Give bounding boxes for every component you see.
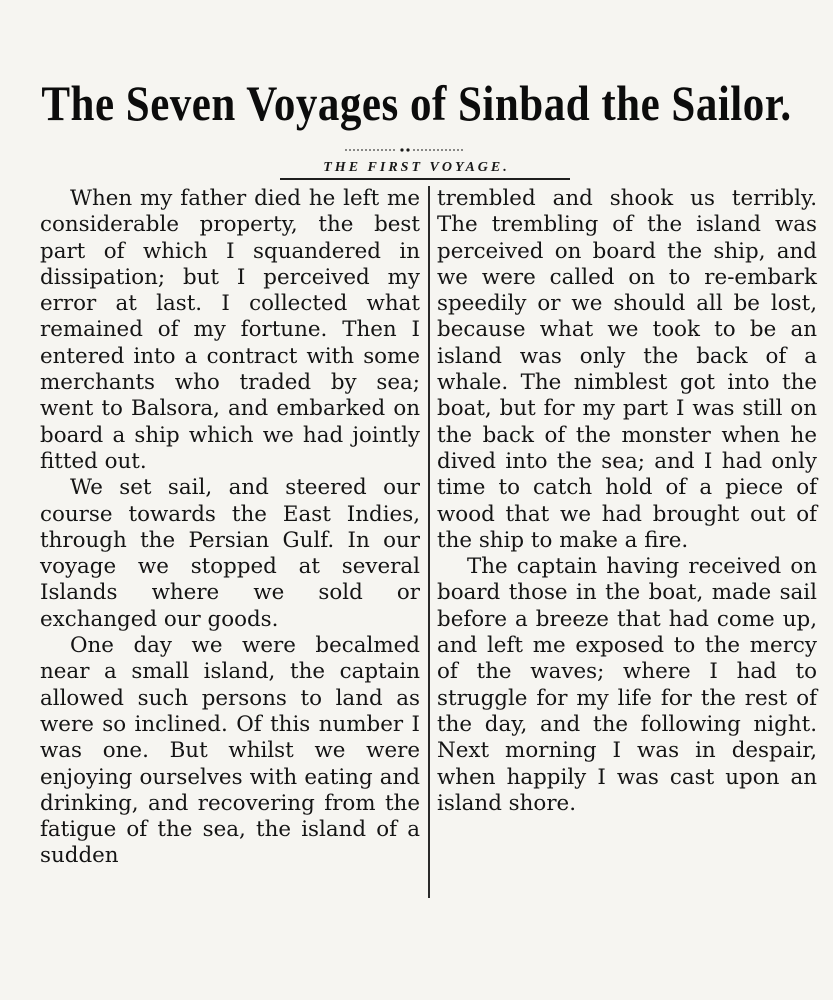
right-column xyxy=(437,186,817,817)
heading-rule xyxy=(280,178,570,180)
paragraph: When my father died he left me considerable property, the best part of which I squandered in dissipation; but I perceived my error at last. I collected what remained of my fortune. Then I entered into a contract with some merchants who traded by sea; went to Balsora, and embarked on board a ship which we had jointly fitted out. xyxy=(40,186,420,474)
left-column xyxy=(40,186,420,870)
paragraph: The captain having received on board those in the boat, made sail before a breeze that had come up, and left me exposed to the mercy of the waves; where I had to struggle for my life for the rest of the day, and the following night. Next morning I was in despair, when happily I was cast upon an island shore. xyxy=(437,554,817,816)
chapter-heading: THE FIRST VOYAGE. xyxy=(323,160,510,175)
title-ornament xyxy=(345,147,465,153)
paragraph: One day we were becalmed near a small island, the captain allowed such persons to land as were so inclined. Of this number I was one. But whilst we were enjoying ourselves with eating and drinking, and recovering from the fatigue of the sea, the island of a sudden xyxy=(40,633,420,869)
paragraph: We set sail, and steered our course towards the East Indies, through the Persian Gulf. In our voyage we stopped at several Islands where we sold or exchanged our goods. xyxy=(40,475,420,632)
page-title: The Seven Voyages of Sinbad the Sailor. xyxy=(41,77,792,132)
paragraph: trembled and shook us terribly. The trembling of the island was perceived on board the ship, and we were called on to re-embark speedily or we should all be lost, because what we took to be an island was only the back of a whale. The nimblest got into the boat, but for my part I was still on the back of the monster when he dived into the sea; and I had only time to catch hold of a piece of wood that we had brought out of the ship to make a fire. xyxy=(437,186,817,553)
column-divider xyxy=(428,186,430,898)
